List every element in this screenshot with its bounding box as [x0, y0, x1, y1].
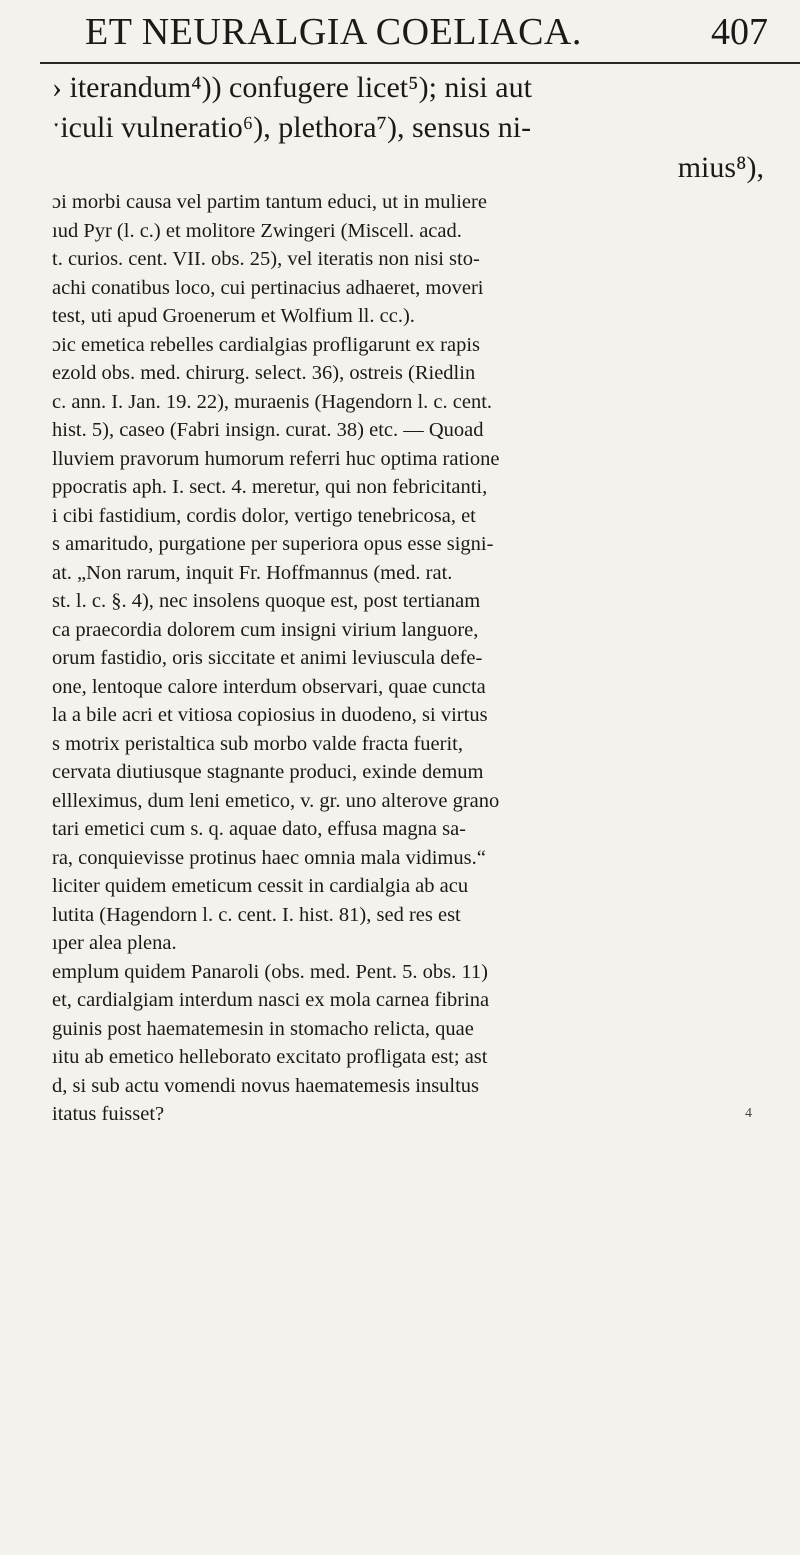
- footnote-line: hist. 5), caseo (Fabri insign. curat. 38) etc. — Quoad: [52, 419, 484, 441]
- running-head: [0, 10, 800, 60]
- footnote-line: tari emetici cum s. q. aquae dato, effusa magna sa-: [52, 818, 467, 840]
- footnote-line: et, cardialgiam interdum nasci ex mola carnea fibrina: [52, 989, 490, 1011]
- footnote-line: ezold obs. med. chirurg. select. 36), ostreis (Riedlin: [52, 362, 476, 384]
- footnote-line: ppocratis aph. I. sect. 4. meretur, qui non febricitanti,: [52, 476, 488, 498]
- catchword: 4: [745, 1106, 752, 1121]
- page-number: 407: [711, 11, 768, 53]
- footnote-line: ıitu ab emetico helleborato excitato profligata est; ast: [52, 1046, 488, 1068]
- footnotes: [52, 188, 792, 1129]
- footnote-line: at. „Non rarum, inquit Fr. Hoffmannus (med. rat.: [52, 561, 453, 584]
- footnote-line: liciter quidem emeticum cessit in cardialgia ab acu: [52, 875, 469, 897]
- footnote-line: one, lentoque calore interdum observari, quae cuncta: [52, 675, 486, 698]
- footnote-line: c. ann. I. Jan. 19. 22), muraenis (Hagendorn l. c. cent.: [52, 390, 493, 413]
- footnote-line: cervata diutiusque stagnante produci, exinde demum: [52, 761, 484, 783]
- page-title: ET NEURALGIA COELIACA.: [85, 11, 582, 53]
- footnote-line: itatus fuisset?: [52, 1103, 165, 1125]
- footnote-line: s motrix peristaltica sub morbo valde fracta fuerit,: [52, 732, 464, 755]
- text-line: ˑiculi vulneratio⁶), plethora⁷), sensus ni-: [52, 111, 532, 144]
- footnote-line: st. l. c. §. 4), nec insolens quoque est, post tertianam: [52, 590, 481, 612]
- footnote-line: ıper alea plena.: [52, 932, 177, 954]
- footnote-line: guinis post haematemesin in stomacho relicta, quae: [52, 1017, 474, 1040]
- footnote-line: lluviem pravorum humorum referri huc optima ratione: [52, 447, 500, 470]
- footnote-line: ellleximus, dum leni emetico, v. gr. uno alterove grano: [52, 789, 500, 812]
- footnote-line: ɔic emetica rebelles cardialgias profligarunt ex rapis: [52, 333, 481, 356]
- footnote-line: emplum quidem Panaroli (obs. med. Pent. 5. obs. 11): [52, 960, 488, 983]
- footnote-line: achi conatibus loco, cui pertinacius adhaeret, moveri: [52, 276, 484, 299]
- text-line: › iterandum⁴)) confugere licet⁵); nisi aut: [52, 71, 532, 104]
- footnote-line: ɔi morbi causa vel partim tantum educi, ut in muliere: [52, 191, 487, 213]
- footnote-line: d, si sub actu vomendi novus haematemesis insultus: [52, 1074, 480, 1097]
- text-line: mius⁸),: [677, 151, 764, 184]
- footnote-line: s amaritudo, purgatione per superiora opus esse signi-: [52, 533, 494, 555]
- footnote-line: t. curios. cent. VII. obs. 25), vel iteratis non nisi sto-: [52, 248, 480, 270]
- footnote-line: ıud Pyr (l. c.) et molitore Zwingeri (Miscell. acad.: [52, 219, 462, 242]
- header-rule: [40, 62, 800, 64]
- footnote-line: lutita (Hagendorn l. c. cent. I. hist. 81), sed res est: [52, 903, 461, 926]
- footnote-line: i cibi fastidium, cordis dolor, vertigo tenebricosa, et: [52, 504, 476, 527]
- footnote-line: test, uti apud Groenerum et Wolfium ll. cc.).: [52, 305, 415, 327]
- footnote-line: ca praecordia dolorem cum insigni virium languore,: [52, 618, 479, 641]
- footnote-line: la a bile acri et vitiosa copiosius in duodeno, si virtus: [52, 704, 488, 726]
- main-text: [52, 68, 792, 188]
- footnote-line: orum fastidio, oris siccitate et animi leviuscula defe-: [52, 647, 483, 669]
- footnote-line: ra, conquievisse protinus haec omnia mala vidimus.“: [52, 846, 486, 869]
